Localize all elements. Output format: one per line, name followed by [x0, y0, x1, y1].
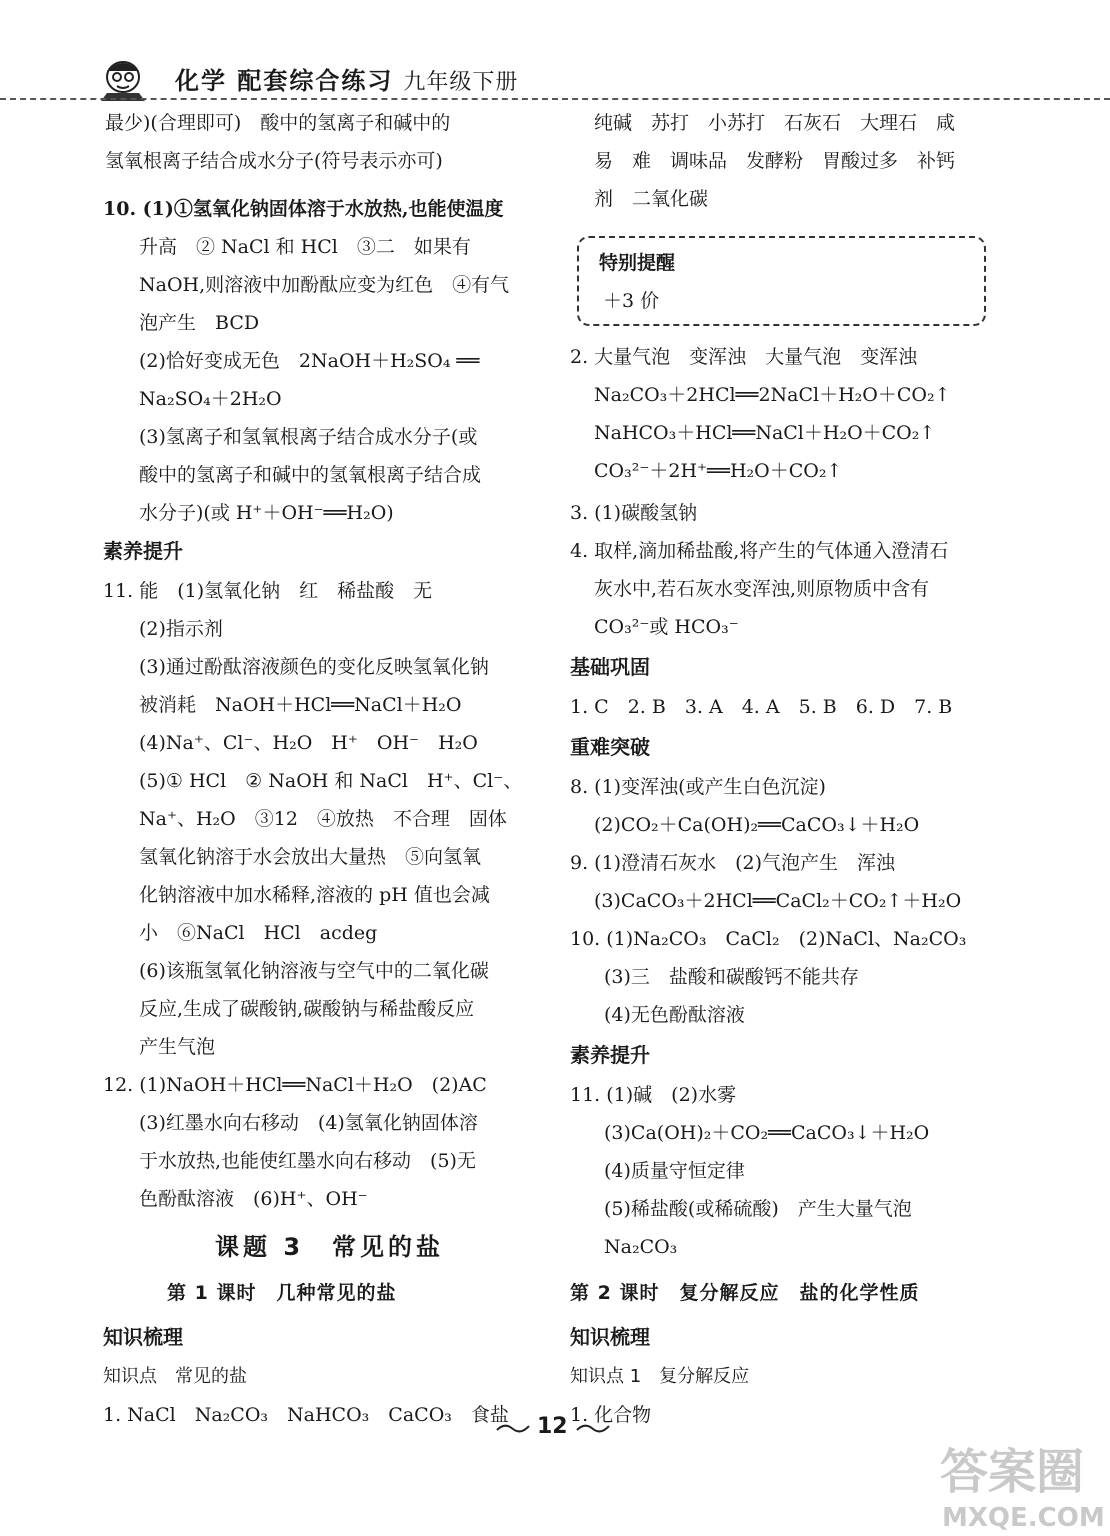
answer-2: 2. 大量气泡 变浑浊 大量气泡 变浑浊	[570, 346, 918, 368]
text-line: 反应,生成了碳酸钠,碳酸钠与稀盐酸反应	[139, 998, 475, 1020]
header-title-text: 化学 配套综合练习	[175, 67, 394, 95]
text-line: (2)恰好变成无色 2NaOH＋H₂SO₄ ══	[139, 350, 480, 372]
watermark-bottom: MXQE.COM	[942, 1503, 1105, 1533]
equation: Na₂CO₃＋2HCl══2NaCl＋H₂O＋CO₂↑	[594, 384, 951, 406]
text-line: (3)通过酚酞溶液颜色的变化反映氢氧化钠	[139, 656, 489, 678]
choice-answers: 1. C 2. B 3. A 4. A 5. B 6. D 7. B	[570, 696, 953, 718]
text-line: 于水放热,也能使红墨水向右移动 (5)无	[139, 1150, 476, 1172]
text-line: (3)三 盐酸和碳酸钙不能共存	[604, 966, 859, 988]
text-line: 易 难 调味品 发酵粉 胃酸过多 补钙	[594, 150, 956, 172]
text-line: 升高 ② NaCl 和 HCl ③二 如果有	[139, 236, 471, 258]
knowledge-point: 知识点 常见的盐	[103, 1366, 247, 1387]
lesson-title: 课题 3 常见的盐	[215, 1233, 445, 1261]
equation: NaHCO₃＋HCl══NaCl＋H₂O＋CO₂↑	[594, 422, 936, 444]
page-number-text: 12	[537, 1414, 568, 1439]
text-line: 最少)(合理即可) 酸中的氢离子和碱中的	[105, 112, 451, 134]
answer-9: 9. (1)澄清石灰水 (2)气泡产生 浑浊	[570, 852, 895, 874]
section-heading: 素养提升	[570, 1043, 650, 1067]
text-line: 化钠溶液中加水稀释,溶液的 pH 值也会减	[139, 884, 490, 906]
section-heading: 素养提升	[103, 539, 183, 563]
text-line: NaOH,则溶液中加酚酞应变为红色 ④有气	[139, 274, 510, 296]
text-line: 小 ⑥NaCl HCl acdeg	[139, 922, 378, 944]
text-line: 纯碱 苏打 小苏打 石灰石 大理石 咸	[594, 112, 956, 134]
text-line: 水分子)(或 H⁺＋OH⁻══H₂O)	[139, 502, 394, 524]
text-line: (6)该瓶氢氧化钠溶液与空气中的二氧化碳	[139, 960, 489, 982]
header-title	[175, 61, 518, 96]
period-title: 第 2 课时 复分解反应 盐的化学性质	[570, 1282, 920, 1304]
header-subtitle: 九年级下册	[403, 70, 519, 95]
answer-10: 10. (1)①氢氧化钠固体溶于水放热,也能使温度	[103, 198, 504, 220]
mascot-icon	[95, 55, 155, 103]
text-line: (5)① HCl ② NaOH 和 NaCl H⁺、Cl⁻、	[139, 770, 523, 792]
text-line: 色酚酞溶液 (6)H⁺、OH⁻	[139, 1188, 368, 1210]
section-heading: 知识梳理	[570, 1325, 650, 1349]
knowledge-point: 知识点 1 复分解反应	[570, 1366, 750, 1387]
answer-3: 3. (1)碳酸氢钠	[570, 502, 698, 524]
text-line: 灰水中,若石灰水变浑浊,则原物质中含有	[594, 578, 930, 600]
wave-left-icon	[495, 1420, 531, 1436]
header-divider	[0, 98, 1110, 100]
section-heading: 重难突破	[570, 735, 650, 759]
text-line: (3)氢离子和氢氧根离子结合成水分子(或	[139, 426, 478, 448]
watermark-top: 答案圈	[940, 1444, 1085, 1500]
equation: (3)CaCO₃＋2HCl══CaCl₂＋CO₂↑＋H₂O	[594, 890, 962, 912]
answer-11: 11. 能 (1)氢氧化钠 红 稀盐酸 无	[103, 580, 433, 602]
text-line: (4)Na⁺、Cl⁻、H₂O H⁺ OH⁻ H₂O	[139, 732, 478, 754]
text-line: 1. 化合物	[570, 1404, 652, 1426]
answer-12: 12. (1)NaOH＋HCl══NaCl＋H₂O (2)AC	[103, 1074, 487, 1096]
answer-11-right: 11. (1)碱 (2)水雾	[570, 1084, 737, 1106]
section-heading: 知识梳理	[103, 1325, 183, 1349]
equation: (3)Ca(OH)₂＋CO₂══CaCO₃↓＋H₂O	[604, 1122, 930, 1144]
equation: (2)CO₂＋Ca(OH)₂══CaCO₃↓＋H₂O	[594, 814, 920, 836]
text-line: 产生气泡	[139, 1036, 216, 1058]
answer-10-right: 10. (1)Na₂CO₃ CaCl₂ (2)NaCl、Na₂CO₃	[570, 928, 967, 950]
text-line: Na₂SO₄＋2H₂O	[139, 388, 282, 410]
text-line: 氢氧化钠溶于水会放出大量热 ⑤向氢氧	[139, 846, 482, 868]
page-number	[495, 1414, 615, 1444]
text-line: 1. NaCl Na₂CO₃ NaHCO₃ CaCO₃ 食盐	[103, 1404, 509, 1426]
text-line: (4)质量守恒定律	[604, 1160, 745, 1182]
tip-title: 特别提醒	[599, 252, 676, 274]
text-line: (2)指示剂	[139, 618, 223, 640]
text-line: (3)红墨水向右移动 (4)氢氧化钠固体溶	[139, 1112, 478, 1134]
text-line: 被消耗 NaOH＋HCl══NaCl＋H₂O	[139, 694, 462, 716]
wave-right-icon	[575, 1420, 611, 1436]
text-line: 剂 二氧化碳	[594, 188, 709, 210]
text-line: (5)稀盐酸(或稀硫酸) 产生大量气泡	[604, 1198, 912, 1220]
answer-4: 4. 取样,滴加稀盐酸,将产生的气体通入澄清石	[570, 540, 949, 562]
special-tip-box	[577, 236, 986, 326]
watermark-logo	[930, 1430, 1110, 1536]
text-line: Na₂CO₃	[604, 1236, 678, 1258]
period-title: 第 1 课时 几种常见的盐	[167, 1282, 397, 1304]
text-line: (4)无色酚酞溶液	[604, 1004, 745, 1026]
text-line: 氢氧根离子结合成水分子(符号表示亦可)	[105, 150, 443, 172]
text-line: 酸中的氢离子和碱中的氢氧根离子结合成	[139, 464, 482, 486]
tip-body: ＋3 价	[603, 290, 660, 312]
equation: CO₃²⁻＋2H⁺══H₂O＋CO₂↑	[594, 460, 843, 482]
text-line: 泡产生 BCD	[139, 312, 260, 334]
section-heading: 基础巩固	[570, 655, 650, 679]
text-line: Na⁺、H₂O ③12 ④放热 不合理 固体	[139, 808, 507, 830]
answer-8: 8. (1)变浑浊(或产生白色沉淀)	[570, 776, 826, 798]
text-line: CO₃²⁻或 HCO₃⁻	[594, 616, 739, 638]
